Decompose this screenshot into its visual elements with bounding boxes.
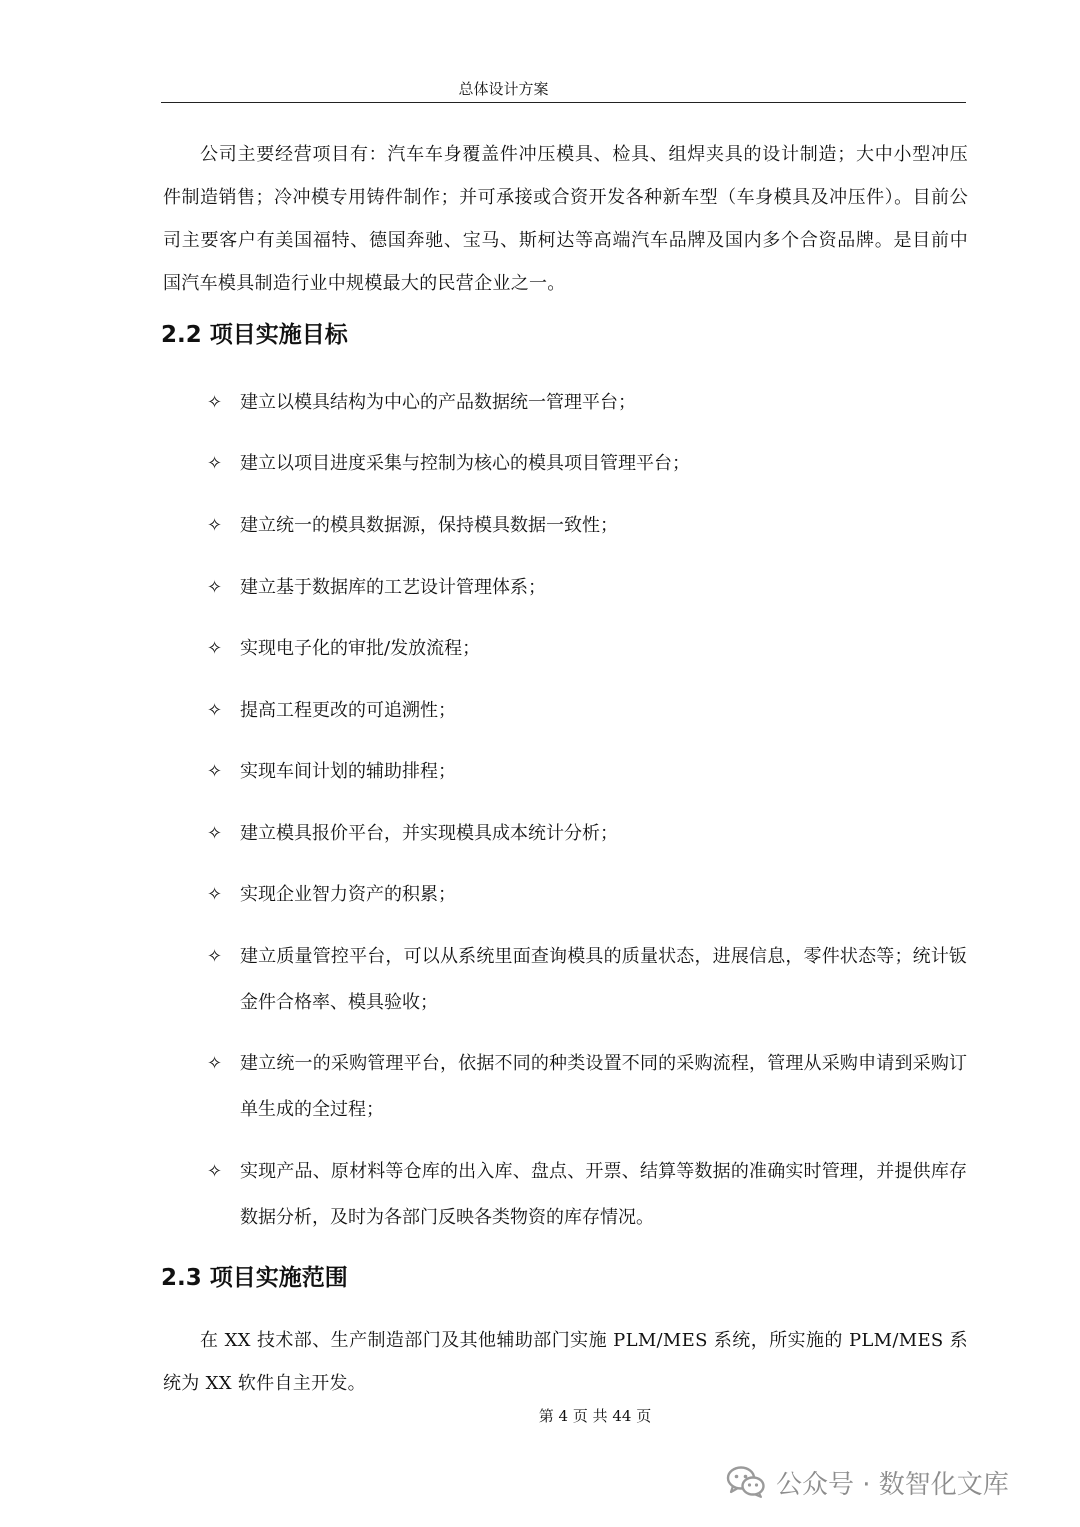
- goal-item: [207, 872, 967, 918]
- diamond-bullet-icon: ✧: [207, 515, 223, 536]
- watermark: [726, 1462, 1009, 1502]
- goal-item: [207, 811, 967, 857]
- diamond-bullet-icon: ✧: [207, 453, 223, 474]
- goal-item-text: 实现企业智力资产的积累；: [240, 884, 456, 905]
- scope-paragraph: 在 XX 技术部、生产制造部门及其他辅助部门实施 PLM/MES 系统，所实施的 PLM/MES 系统为 XX 软件自主开发。: [163, 1330, 968, 1394]
- goal-item: [207, 688, 967, 734]
- header-title: 总体设计方案: [458, 80, 549, 98]
- goal-item-text: 建立基于数据库的工艺设计管理体系；: [240, 577, 546, 598]
- goal-item-text: 建立模具报价平台，并实现模具成本统计分析；: [240, 823, 618, 844]
- goal-item-text: 实现产品、原材料等仓库的出入库、盘点、开票、结算等数据的准确实时管理，并提供库存数据分析，及时为各部门反映各类物资的库存情况。: [240, 1161, 967, 1228]
- goal-item-text: 建立以模具结构为中心的产品数据统一管理平台；: [240, 392, 636, 413]
- wechat-icon: [726, 1465, 766, 1499]
- diamond-bullet-icon: ✧: [207, 1161, 223, 1182]
- goal-item: [207, 565, 967, 611]
- goal-item-text: 提高工程更改的可追溯性；: [240, 700, 456, 721]
- diamond-bullet-icon: ✧: [207, 577, 223, 598]
- goal-item: [207, 1149, 967, 1241]
- diamond-bullet-icon: ✧: [207, 1053, 223, 1074]
- goal-item: [207, 503, 967, 549]
- goal-item: [207, 380, 967, 426]
- diamond-bullet-icon: ✧: [207, 638, 223, 659]
- goal-item: [207, 441, 967, 487]
- diamond-bullet-icon: ✧: [207, 823, 223, 844]
- goal-item-text: 建立统一的采购管理平台，依据不同的种类设置不同的采购流程，管理从采购申请到采购订单生成的全过程；: [240, 1053, 967, 1120]
- goal-item: [207, 626, 967, 672]
- goal-item: [207, 749, 967, 795]
- page-header: [161, 78, 966, 103]
- diamond-bullet-icon: ✧: [207, 700, 223, 721]
- goal-item-text: 实现车间计划的辅助排程；: [240, 761, 456, 782]
- diamond-bullet-icon: ✧: [207, 946, 223, 967]
- watermark-text: 公众号 · 数智化文库: [776, 1469, 1009, 1500]
- goal-item-text: 建立以项目进度采集与控制为核心的模具项目管理平台；: [240, 453, 690, 474]
- goal-item-text: 建立质量管控平台，可以从系统里面查询模具的质量状态，进展信息，零件状态等；统计钣金件合格率、模具验收；: [240, 946, 967, 1013]
- page-number: 第 4 页 共 44 页: [538, 1407, 652, 1425]
- goal-item: [207, 934, 967, 1026]
- goal-item: [207, 1041, 967, 1133]
- diamond-bullet-icon: ✧: [207, 761, 223, 782]
- intro-paragraph: 公司主要经营项目有：汽车车身覆盖件冲压模具、检具、组焊夹具的设计制造；大中小型冲压件制造销售；冷冲模专用铸件制作；并可承接或合资开发各种新车型（车身模具及冲压件）。目前公司主要客户有美国福特、德国奔驰、宝马、斯柯达等高端汽车品牌及国内多个合资品牌。是目前中国汽车模具制造行业中规模最大的民营企业之一。: [163, 144, 968, 294]
- section-2-3-heading: 2.3 项目实施范围: [161, 1265, 348, 1291]
- diamond-bullet-icon: ✧: [207, 884, 223, 905]
- diamond-bullet-icon: ✧: [207, 392, 223, 413]
- goal-item-text: 建立统一的模具数据源，保持模具数据一致性；: [240, 515, 618, 536]
- goal-item-text: 实现电子化的审批/发放流程；: [240, 638, 481, 659]
- section-2-2-heading: 2.2 项目实施目标: [161, 322, 348, 348]
